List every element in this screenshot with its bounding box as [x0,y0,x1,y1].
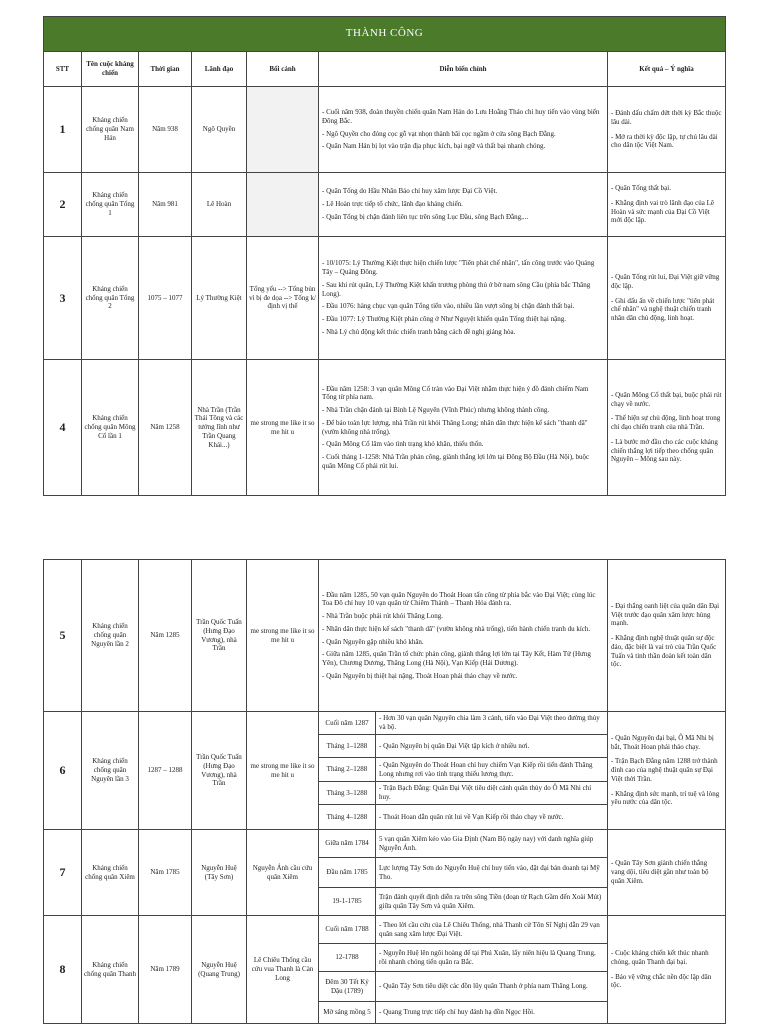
sub-time: 19-1-1785 [319,888,376,916]
table-row [44,87,726,173]
header-events: Diễn biến chính [319,52,608,87]
row-number: 6 [44,712,82,830]
war-leader: Nhà Trần (Trần Thái Tông và các tướng lĩnh như Trần Quang Khải...) [192,360,247,496]
result-item: - Quân Nguyên đại bại, Ô Mã Nhi bị bắt, Thoát Hoan phải tháo chạy. [611,733,714,751]
event-item: - Quân Mông Cổ lâm vào tình trạng khó khăn, thiếu thốn. [322,440,484,449]
row-number: 7 [44,830,82,916]
war-results [608,237,726,360]
war-events [319,87,608,173]
result-item: - Trận Bạch Đằng năm 1288 trở thành đỉnh cao của nghệ thuật quân sự Đại Việt thời Trần. [611,757,718,783]
header-name: Tên cuộc kháng chiến [82,52,139,87]
row-number: 8 [44,916,82,1024]
war-results [608,916,726,1024]
event-item: - Đầu năm 1285, 50 vạn quân Nguyên do Thoát Hoan tấn công từ phía bắc vào Đại Việt; cùng lúc Toa Đô chỉ huy 10 vạn quân từ Chiêm Thành – Thanh Hóa đánh ra. [322,590,596,608]
war-results [608,712,726,830]
table-row [44,916,726,944]
war-time: 1075 – 1077 [139,237,192,360]
result-item: - Quân Tây Sơn giành chiến thắng vang dội, tiêu diệt gần như toàn bộ quân Xiêm. [611,859,709,885]
history-table-part-2 [43,559,726,1024]
war-events [319,560,608,712]
war-events [319,237,608,360]
event-item: - Quân Tống bị chặn đánh liên tục trên sông Lục Đầu, sông Bạch Đằng,... [322,212,529,221]
result-item: - Quân Tống rút lui, Đại Việt giữ vững độc lập. [611,273,720,290]
war-leader: Lý Thường Kiệt [192,237,247,360]
sub-time: Cuối năm 1287 [319,712,376,735]
sub-event: - Quân Tây Sơn tiêu diệt các đồn lũy quân Thanh ở phía nam Thăng Long. [376,972,608,1002]
sub-event: - Theo lời cầu cứu của Lê Chiêu Thống, nhà Thanh cử Tôn Sĩ Nghị dẫn 29 vạn quân sang xâm lược Đại Việt. [376,916,608,944]
event-item: - Lê Hoàn trực tiếp tổ chức, lãnh đạo kháng chiến. [322,200,463,209]
war-time: Năm 1785 [139,830,192,916]
war-context: me strong me like it so me hit u [247,360,319,496]
result-item: - Đánh dấu chấm dứt thời kỳ Bắc thuộc lâu dài. [611,109,722,126]
war-leader: Trần Quốc Tuấn (Hưng Đạo Vương), nhà Trần [192,712,247,830]
war-results [608,87,726,173]
table-row [44,830,726,858]
event-item: - Nhà Lý chủ động kết thúc chiến tranh bằng cách đề nghị giảng hòa. [322,327,516,336]
result-item: - Khẳng định sức mạnh, trí tuệ và lòng yêu nước của dân tộc. [611,789,720,807]
history-table-part-1 [43,16,726,496]
sub-time: Giữa năm 1784 [319,830,376,858]
war-name: Kháng chiến chống quân Thanh [82,916,139,1024]
event-item: - Giữa năm 1285, quân Trần tổ chức phản công, giành thắng lợi lớn tại Tây Kết, Hàm Tử (Hưng Yên), Chương Dương, Thăng Long (Hà Nội), Vạn Kiếp (Hải Dương). [322,650,591,667]
war-results [608,830,726,916]
sub-event: - Trận Bạch Đằng: Quân Đại Việt tiêu diệt cánh quân thủy do Ô Mã Nhi chỉ huy. [376,782,608,805]
row-number: 1 [44,87,82,173]
event-item: - Đầu 1076: hàng chục vạn quân Tống tiến vào, nhiều lần vượt sông bị chặn đánh thất bại. [322,302,575,311]
sub-time: Tháng 1–1288 [319,735,376,758]
sub-time: Cuối năm 1788 [319,916,376,944]
war-context [247,87,319,173]
war-context: Tống yếu --> Tống bủn vì bị đe dọa --> Tống k/định vị thế [247,237,319,360]
war-results [608,173,726,237]
event-item: - Quân Nguyên gặp nhiều khó khăn. [322,637,424,646]
event-item: - Quân Tống do Hầu Nhân Bảo chỉ huy xâm lược Đại Cồ Việt. [322,187,498,196]
event-item: - Đầu 1077: Lý Thường Kiệt phản công ở Như Nguyệt khiến quân Tống thiệt hại nặng. [322,315,566,324]
sub-event: - Thoát Hoan dẫn quân rút lui về Vạn Kiếp rồi tháo chạy về nước. [376,805,608,830]
sub-event: - Nguyễn Huệ lên ngôi hoàng đế tại Phú Xuân, lấy niên hiệu là Quang Trung, rồi nhanh chóng tiến quân ra Bắc. [376,944,608,972]
war-name: Kháng chiến chống quân Xiêm [82,830,139,916]
event-item: - Nhà Trần chặn đánh tại Bình Lệ Nguyên (Vĩnh Phúc) nhưng không thành công. [322,406,550,414]
event-item: - Nhà Trần buộc phải rút khỏi Thăng Long. [322,612,443,620]
war-context: me strong me like it so me hit u [247,560,319,712]
war-time: Năm 1789 [139,916,192,1024]
sub-time: 12-1788 [319,944,376,972]
war-time: Năm 1258 [139,360,192,496]
sub-event: 5 vạn quân Xiêm kéo vào Gia Định (Nam Bộ ngày nay) với danh nghĩa giúp Nguyễn Ánh. [376,830,608,858]
war-leader: Nguyễn Huệ (Tây Sơn) [192,830,247,916]
header-context: Bối cảnh [247,52,319,87]
war-name: Kháng chiến chống quân Mông Cổ lần 1 [82,360,139,496]
result-item: - Khẳng định nghệ thuật quân sự độc đáo, đặc biệt là vai trò của Trần Quốc Tuấn và tinh thần đoàn kết toàn dân tộc. [611,634,717,669]
war-leader: Lê Hoàn [192,173,247,237]
event-item: - Quân Nguyên bị thiệt hại nặng, Thoát Hoan phải tháo chạy về nước. [322,671,518,680]
war-leader: Trần Quốc Tuấn (Hưng Đạo Vương), nhà Trần [192,560,247,712]
sub-event: Lực lượng Tây Sơn do Nguyễn Huệ chỉ huy tiến vào, đặt đại bản doanh tại Mỹ Tho. [376,858,608,888]
sub-event: - Hơn 30 vạn quân Nguyên chia làm 3 cánh, tiến vào Đại Việt theo đường thủy và bộ. [376,712,608,735]
result-item: - Đại thắng oanh liệt của quân dân Đại Việt trước đạo quân xâm lược hùng mạnh. [611,601,720,628]
table-row [44,712,726,735]
war-results [608,560,726,712]
war-events [319,360,608,496]
event-item: - Cuối tháng 1-1258: Nhà Trần phản công, giành thắng lợi lớn tại Đông Bộ Đầu (Hà Nội), buộc quân Mông Cổ phải rút lui. [322,453,590,470]
war-time: Năm 1285 [139,560,192,712]
row-number: 4 [44,360,82,496]
war-context [247,173,319,237]
result-item: - Khẳng định vai trò lãnh đạo của Lê Hoàn và sức mạnh của Đại Cồ Việt mới độc lập. [611,198,715,225]
war-results [608,360,726,496]
result-item: - Quân Mông Cổ thất bại, buộc phải rút chạy về nước. [611,390,722,408]
table-row [44,237,726,360]
result-item: - Là bước mở đầu cho các cuộc kháng chiến thắng lợi tiếp theo chống quân Nguyên – Mông sau này. [611,437,718,464]
event-item: - Quân Nam Hán bị lọt vào trận địa phục kích, bại ngữ và thất bại nhanh chóng. [322,142,546,151]
header-results: Kết quả – Ý nghĩa [608,52,726,87]
event-item: - Đầu năm 1258: 3 vạn quân Mông Cổ tràn vào Đại Việt nhằm thực hiện ý đồ đánh chiếm Nam Tống từ phía nam. [322,384,589,402]
war-leader: Nguyễn Huệ (Quang Trung) [192,916,247,1024]
table-row [44,360,726,496]
event-item: - Cuối năm 938, đoàn thuyền chiến quân Nam Hán do Lưu Hoằng Tháo chỉ huy tiến vào vùng biển Đông Bắc. [322,108,600,125]
war-name: Kháng chiến chống quân Tống 1 [82,173,139,237]
war-name: Kháng chiến chống quân Nguyên lần 2 [82,560,139,712]
result-item: - Ghi dấu ấn về chiến lược "tiên phát chế nhân" và nghệ thuật chiến tranh nhân dân chủ động, linh hoạt. [611,296,715,323]
result-item: - Cuộc kháng chiến kết thúc nhanh chóng, quân Thanh đại bại. [611,949,709,966]
header-leader: Lãnh đạo [192,52,247,87]
result-item: - Thể hiện sự chủ động, linh hoạt trong chỉ đạo chiến tranh của nhà Trần. [611,414,721,432]
header-row [44,52,726,87]
row-number: 5 [44,560,82,712]
war-name: Kháng chiến chống quân Nguyên lần 3 [82,712,139,830]
war-time: Năm 981 [139,173,192,237]
sub-time: Mờ sáng mồng 5 [319,1002,376,1024]
table-row [44,560,726,712]
sub-event: - Quân Nguyên bị quân Đại Việt tập kích ở nhiều nơi. [376,735,608,758]
war-leader: Ngô Quyền [192,87,247,173]
header-stt: STT [44,52,82,87]
sub-time: Tháng 4–1288 [319,805,376,830]
row-number: 3 [44,237,82,360]
war-name: Kháng chiến chống quân Nam Hán [82,87,139,173]
result-item: - Quân Tống thất bại. [611,184,671,192]
war-events [319,173,608,237]
war-time: 1287 – 1288 [139,712,192,830]
event-item: - Để bảo toàn lực lượng, nhà Trần rút khỏi Thăng Long; nhân dân thực hiện kế sách "thanh dã" (vườn không nhà trống). [322,418,588,436]
row-number: 2 [44,173,82,237]
sub-time: Đầu năm 1785 [319,858,376,888]
table-row [44,173,726,237]
event-item: - Sau khi rút quân, Lý Thường Kiệt khẩn trương phòng thủ ở bờ nam sông Cầu (phía bắc Thăng Long). [322,280,591,298]
war-time: Năm 938 [139,87,192,173]
sub-time: Đêm 30 Tết Kỷ Dậu (1789) [319,972,376,1002]
war-context: Lê Chiêu Thống cầu cứu vua Thanh là Càn Long [247,916,319,1024]
header-time: Thời gian [139,52,192,87]
sub-time: Tháng 3–1288 [319,782,376,805]
sub-event: - Quang Trung trực tiếp chỉ huy đánh hạ đồn Ngọc Hồi. [376,1002,608,1024]
war-name: Kháng chiến chống quân Tống 2 [82,237,139,360]
sub-event: - Quân Nguyên do Thoát Hoan chỉ huy chiếm Vạn Kiếp rồi tiến đánh Thăng Long nhưng rơi vào tình trạng thiếu lương thực. [376,758,608,782]
war-context: me strong me like it so me hit u [247,712,319,830]
war-context: Nguyễn Ánh cầu cứu quân Xiêm [247,830,319,916]
table-title: THÀNH CÔNG [44,17,726,52]
result-item: - Mở ra thời kỳ độc lập, tự chủ lâu dài cho dân tộc Việt Nam. [611,132,718,150]
result-item: - Bảo vệ vững chắc nền độc lập dân tộc. [611,972,712,990]
event-item: - Ngô Quyền cho đóng cọc gỗ vạt nhọn thành bãi cọc ngầm ở cửa sông Bạch Đằng. [322,129,556,138]
event-item: - 10/1075: Lý Thường Kiệt thực hiện chiến lược "Tiên phát chế nhân", tấn công trước vào Quảng Tây – Quảng Đông. [322,259,595,277]
sub-event: Trận đánh quyết định diễn ra trên sông Tiền (đoạn từ Rạch Gầm đến Xoài Mút) giữa quân Tây Sơn và quân Xiêm. [376,888,608,916]
sub-time: Tháng 2–1288 [319,758,376,782]
event-item: - Nhân dân thực hiện kế sách "thanh dã" (vườn không nhà trống), tiến hành chiến tranh du kích. [322,624,591,633]
